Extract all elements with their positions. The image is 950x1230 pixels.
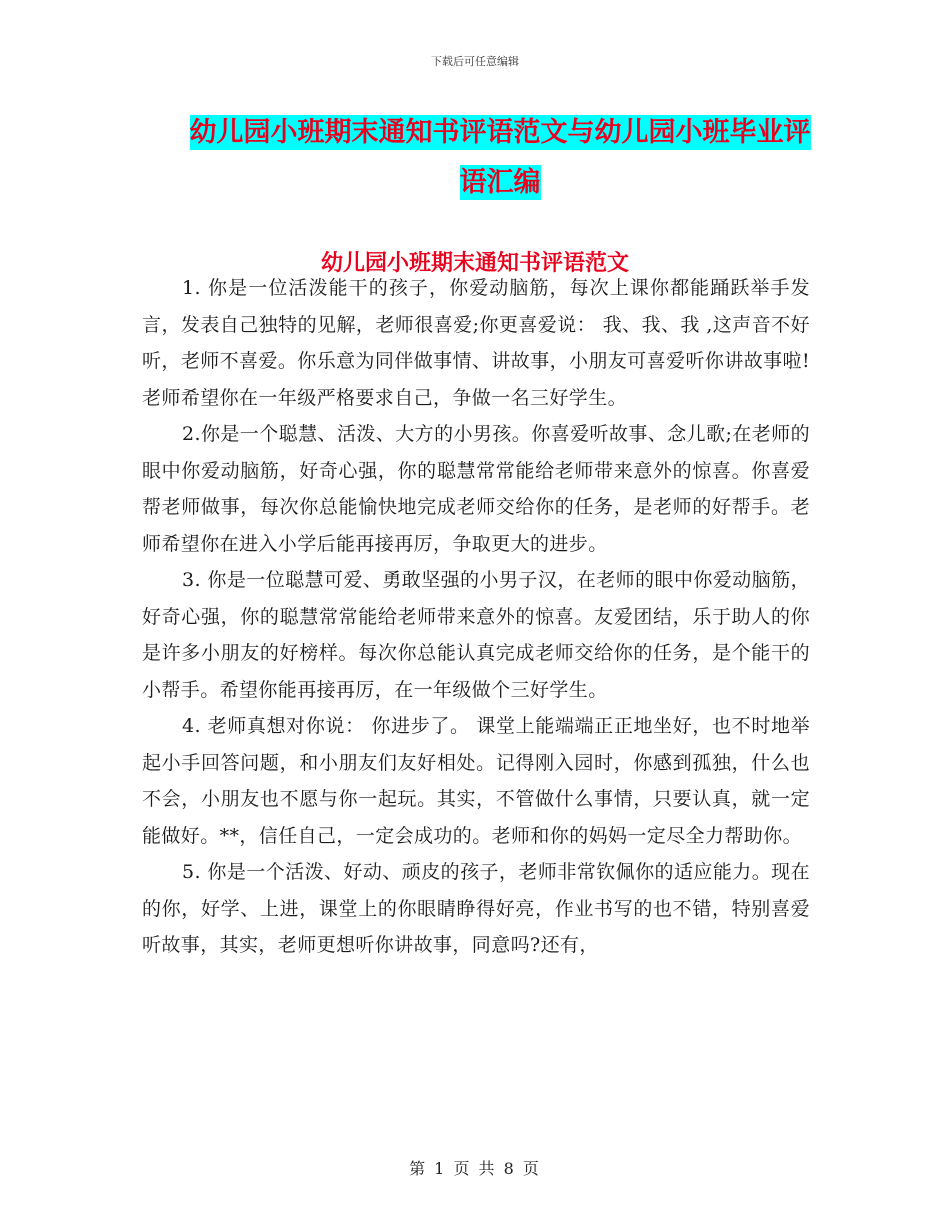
- document-title-line-1: 幼儿园小班期末通知书评语范文与幼儿园小班毕业评: [189, 117, 811, 148]
- paragraph-3: 3. 你是一位聪慧可爱、勇敢坚强的小男子汉，在老师的眼中你爱动脑筋，好奇心强，你的聪慧常常能给老师带来意外的惊喜。友爱团结，乐于助人的你是许多小朋友的好榜样。每次你总能认真完成老师交给你的任务，是个能干的小帮手。希望你能再接再厉，在一年级做个三好学生。: [142, 569, 810, 701]
- document-title: [150, 108, 850, 208]
- document-body: [142, 270, 810, 964]
- paragraph-2: 2.你是一个聪慧、活泼、大方的小男孩。你喜爱听故事、念儿歌;在老师的眼中你爱动脑筋，好奇心强，你的聪慧常常能给老师带来意外的惊喜。你喜爱帮老师做事，每次你总能愉快地完成老师交给你的任务，是老师的好帮手。老师希望你在进入小学后能再接再厉，争取更大的进步。: [142, 423, 810, 555]
- section-title: 幼儿园小班期末通知书评语范文: [320, 251, 629, 276]
- paragraph-1: 1. 你是一位活泼能干的孩子，你爱动脑筋，每次上课你都能踊跃举手发言，发表自己独特的见解，老师很喜爱;你更喜爱说： 我、我、我 ,这声音不好听，老师不喜爱。你乐意为同伴做事情、讲故事，小朋友可喜爱听你讲故事啦!老师希望你在一年级严格要求自己，争做一名三好学生。: [142, 277, 810, 409]
- paragraph-4: 4. 老师真想对你说： 你进步了。 课堂上能端端正正地坐好，也不时地举起小手回答问题，和小朋友们友好相处。记得刚入园时，你感到孤独，什么也不会，小朋友也不愿与你一起玩。其实，不管做什么事情，只要认真，就一定能做好。**，信任自己，一定会成功的。老师和你的妈妈一定尽全力帮助你。: [142, 715, 810, 847]
- page-header: 下载后可任意编辑: [431, 55, 519, 68]
- page-footer: 第 1 页 共 8 页: [409, 1159, 541, 1178]
- paragraph-5: 5. 你是一个活泼、好动、顽皮的孩子，老师非常钦佩你的适应能力。现在的你，好学、上进，课堂上的你眼睛睁得好亮，作业书写的也不错，特别喜爱听故事，其实，老师更想听你讲故事，同意吗?还有，: [142, 861, 810, 956]
- document-title-line-2: 语汇编: [459, 167, 541, 198]
